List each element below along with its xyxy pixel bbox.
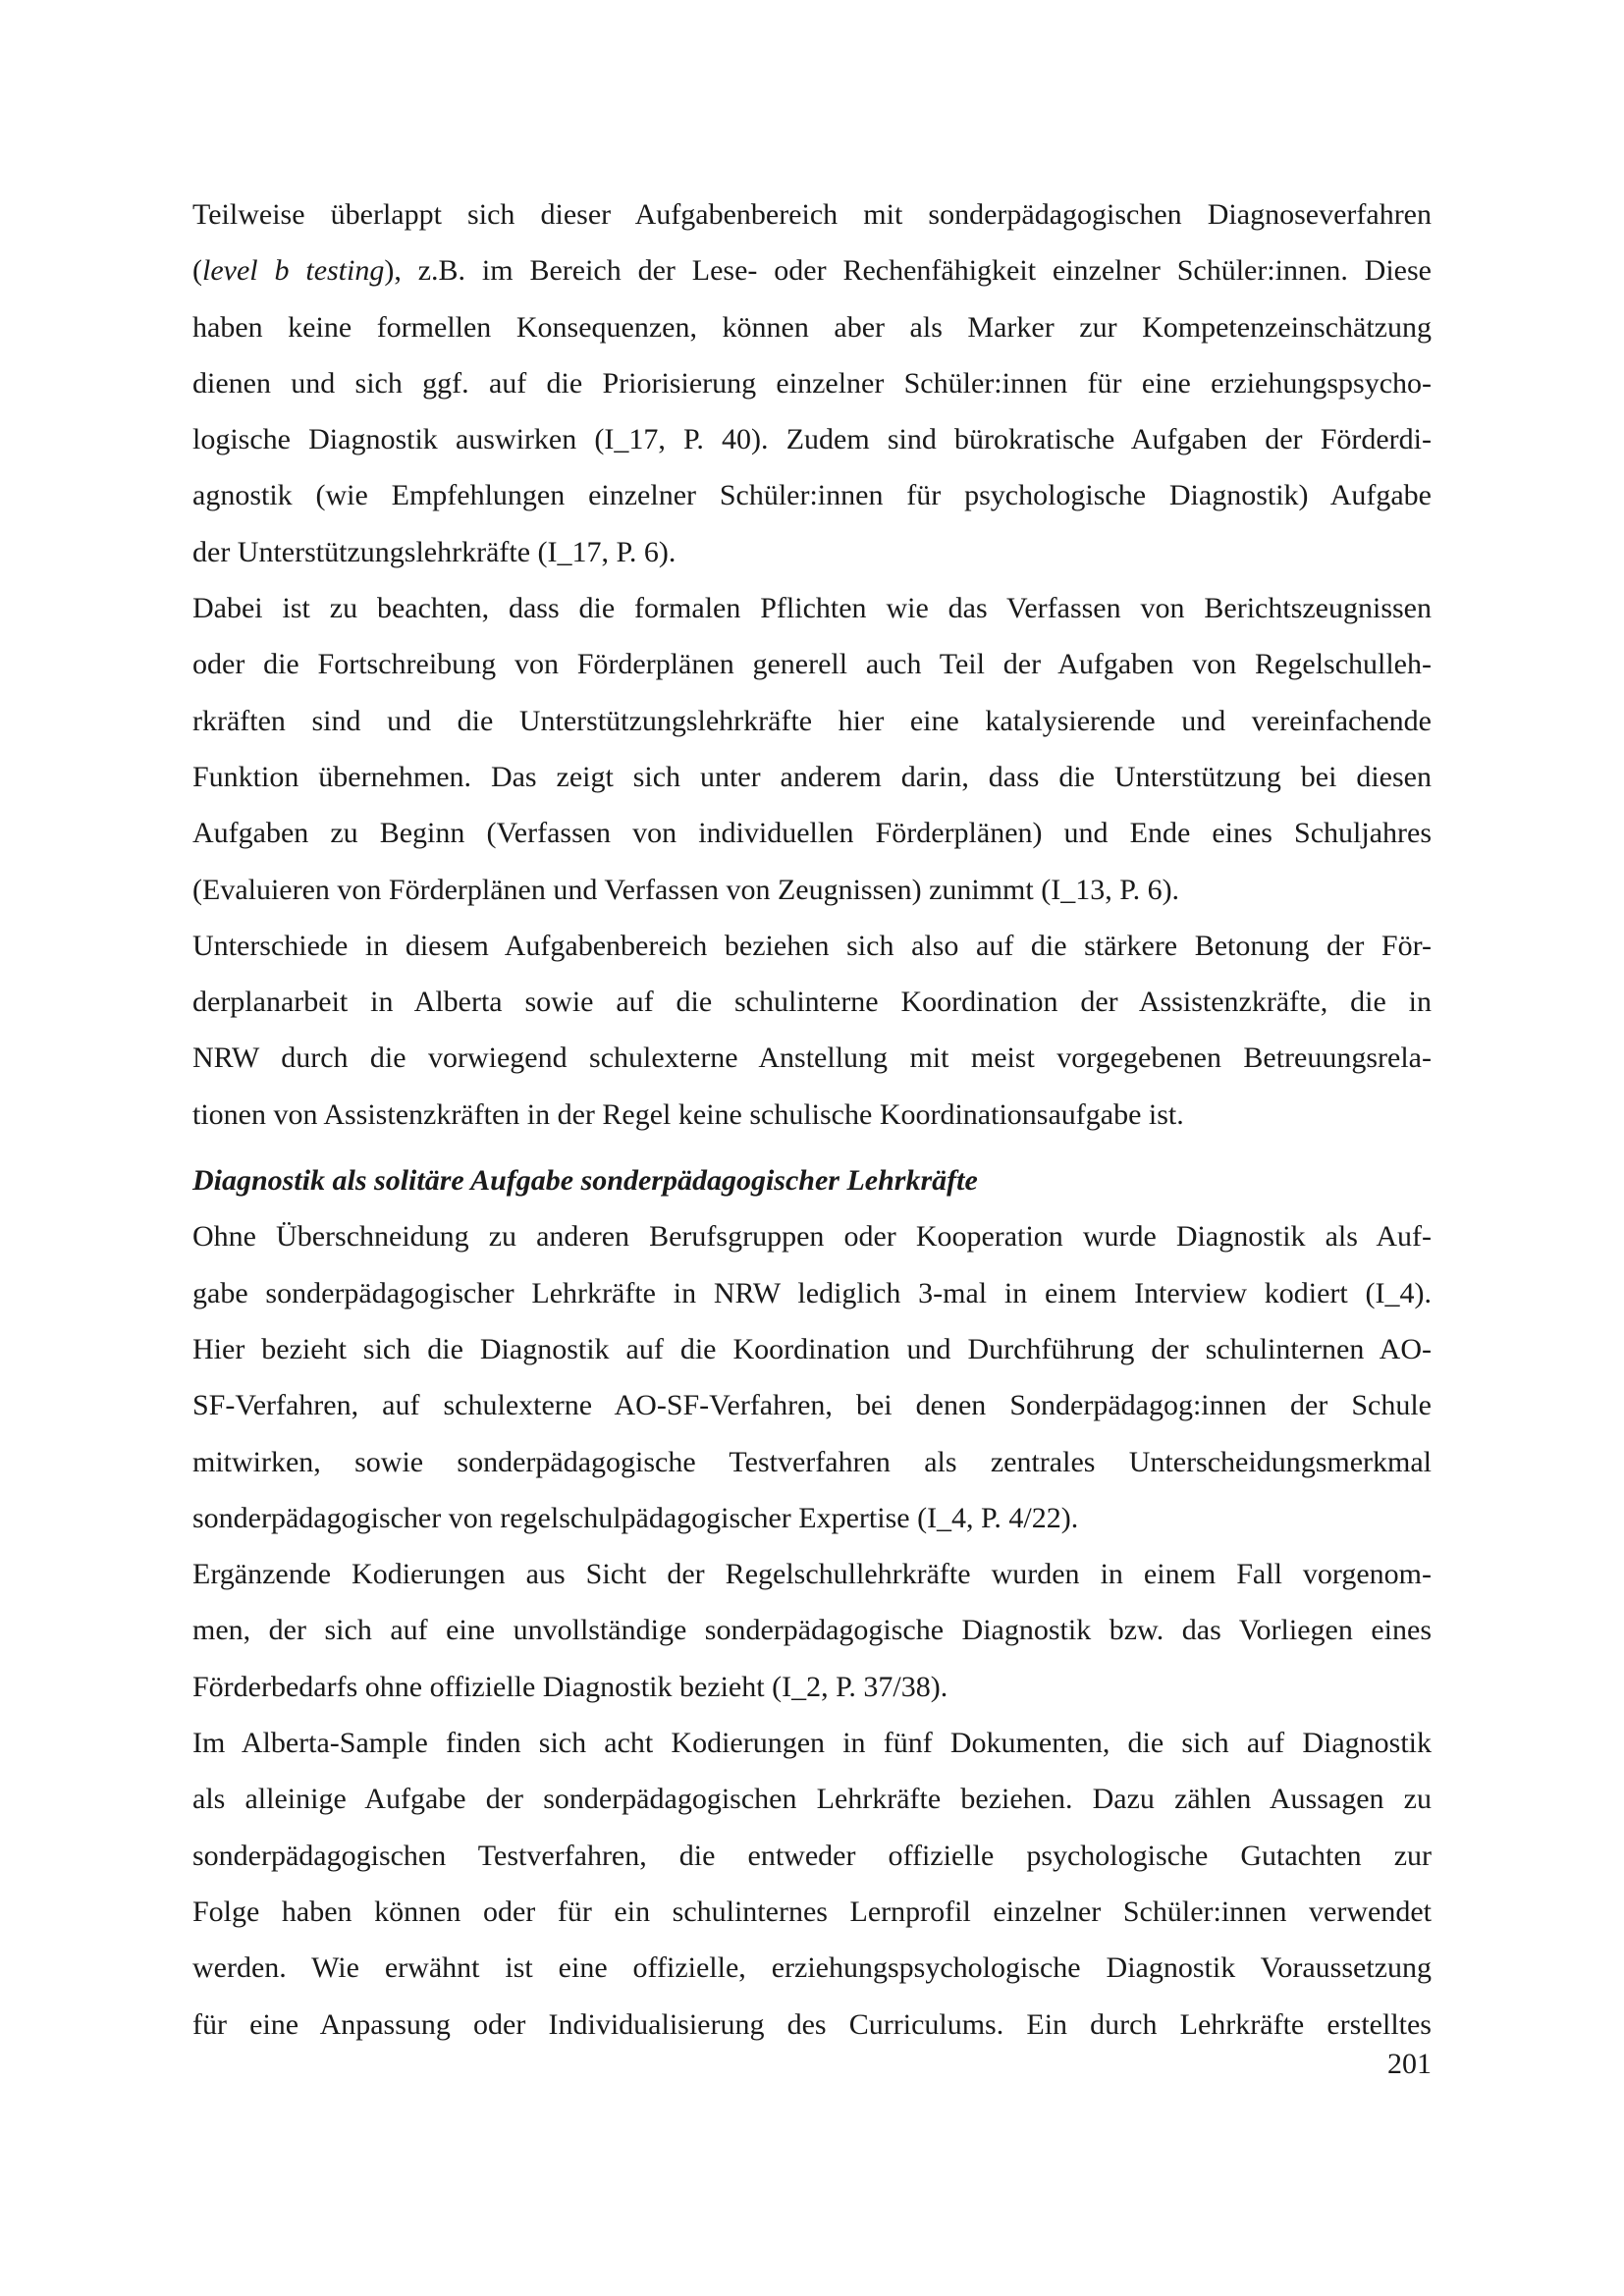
text-line: der Unterstützungslehrkräfte (I_17, P. 6). [192, 535, 677, 568]
text-line: sonderpädagogischen Testverfahren, die entweder offizielle psychologische Gutachten zur [192, 1839, 1432, 1872]
paragraph [192, 187, 1432, 580]
text-line: als alleinige Aufgabe der sonderpädagogischen Lehrkräfte beziehen. Dazu zählen Aussagen zu [192, 1783, 1432, 1816]
text-line: Unterschiede in diesem Aufgabenbereich beziehen sich also auf die stärkere Betonung der För- [192, 929, 1432, 962]
text-line: Im Alberta-Sample finden sich acht Kodierungen in fünf Dokumenten, die sich auf Diagnostik [192, 1727, 1432, 1760]
text-line: men, der sich auf eine unvollständige sonderpädagogische Diagnostik bzw. das Vorliegen eines [192, 1614, 1432, 1647]
text-line: Teilweise überlappt sich dieser Aufgabenbereich mit sonderpädagogischen Diagnoseverfahren [192, 198, 1432, 231]
text-line: Dabei ist zu beachten, dass die formalen Pflichten wie das Verfassen von Berichtszeugnissen [192, 592, 1432, 625]
text-line: Ohne Überschneidung zu anderen Berufsgruppen oder Kooperation wurde Diagnostik als Auf- [192, 1220, 1432, 1254]
text-line: derplanarbeit in Alberta sowie auf die schulinterne Koordination der Assistenzkräfte, die in [192, 986, 1432, 1019]
text-line: agnostik (wie Empfehlungen einzelner Schüler:innen für psychologische Diagnostik) Aufgabe [192, 479, 1432, 512]
paragraph [192, 1208, 1432, 1546]
text-line: NRW durch die vorwiegend schulexterne Anstellung mit meist vorgegebenen Betreuungsrela- [192, 1041, 1432, 1075]
text-line: dienen und sich ggf. auf die Priorisierung einzelner Schüler:innen für eine erziehungspsycho- [192, 366, 1432, 400]
text-line: mitwirken, sowie sonderpädagogische Testverfahren als zentrales Unterscheidungsmerkmal [192, 1445, 1432, 1478]
text-line: Funktion übernehmen. Das zeigt sich unter anderem darin, dass die Unterstützung bei diesen [192, 760, 1432, 793]
text-line: Hier bezieht sich die Diagnostik auf die Koordination und Durchführung der schulinternen AO- [192, 1332, 1432, 1365]
paragraph [192, 1715, 1432, 2053]
body-text [192, 187, 1432, 2053]
text-line: oder die Fortschreibung von Förderplänen generell auch Teil der Aufgaben von Regelschulleh- [192, 648, 1432, 681]
text-line: werden. Wie erwähnt ist eine offizielle, erziehungspsychologische Diagnostik Voraussetzung [192, 1951, 1432, 1985]
italic-term: level b testing [202, 254, 385, 288]
page-number: 201 [1387, 2048, 1432, 2080]
paragraph [192, 1546, 1432, 1715]
text-line: (level b testing), z.B. im Bereich der Lese- oder Rechenfähigkeit einzelner Schüler:innen. Diese [192, 254, 1432, 288]
text-line: rkräften sind und die Unterstützungslehrkräfte hier eine katalysierende und vereinfachende [192, 704, 1432, 737]
text-line: sonderpädagogischer von regelschulpädagogischer Expertise (I_4, P. 4/22). [192, 1501, 1079, 1534]
text-line: tionen von Assistenzkräften in der Regel keine schulische Koordinationsaufgabe ist. [192, 1097, 1184, 1131]
paragraph [192, 580, 1432, 918]
text-line: (Evaluieren von Förderplänen und Verfassen von Zeugnissen) zunimmt (I_13, P. 6). [192, 873, 1180, 906]
text-line: für eine Anpassung oder Individualisierung des Curriculums. Ein durch Lehrkräfte erstelltes [192, 2007, 1432, 2041]
text-line: Förderbedarfs ohne offizielle Diagnostik bezieht (I_2, P. 37/38). [192, 1670, 948, 1703]
text-line: Aufgaben zu Beginn (Verfassen von individuellen Förderplänen) und Ende eines Schuljahres [192, 817, 1432, 850]
text-line: gabe sonderpädagogischer Lehrkräfte in NRW lediglich 3-mal in einem Interview kodiert (I_4). [192, 1276, 1432, 1309]
text-line: Folge haben können oder für ein schulinternes Lernprofil einzelner Schüler:innen verwendet [192, 1895, 1432, 1928]
text-line: logische Diagnostik auswirken (I_17, P. 40). Zudem sind bürokratische Aufgaben der Förderdi- [192, 423, 1432, 456]
paragraph [192, 918, 1432, 1143]
text-line: SF-Verfahren, auf schulexterne AO-SF-Verfahren, bei denen Sonderpädagog:innen der Schule [192, 1389, 1432, 1422]
text-line: haben keine formellen Konsequenzen, können aber als Marker zur Kompetenzeinschätzung [192, 310, 1432, 344]
text-line: Ergänzende Kodierungen aus Sicht der Regelschullehrkräfte wurden in einem Fall vorgenom- [192, 1558, 1432, 1591]
section-heading: Diagnostik als solitäre Aufgabe sonderpädagogischer Lehrkräfte [192, 1164, 978, 1198]
